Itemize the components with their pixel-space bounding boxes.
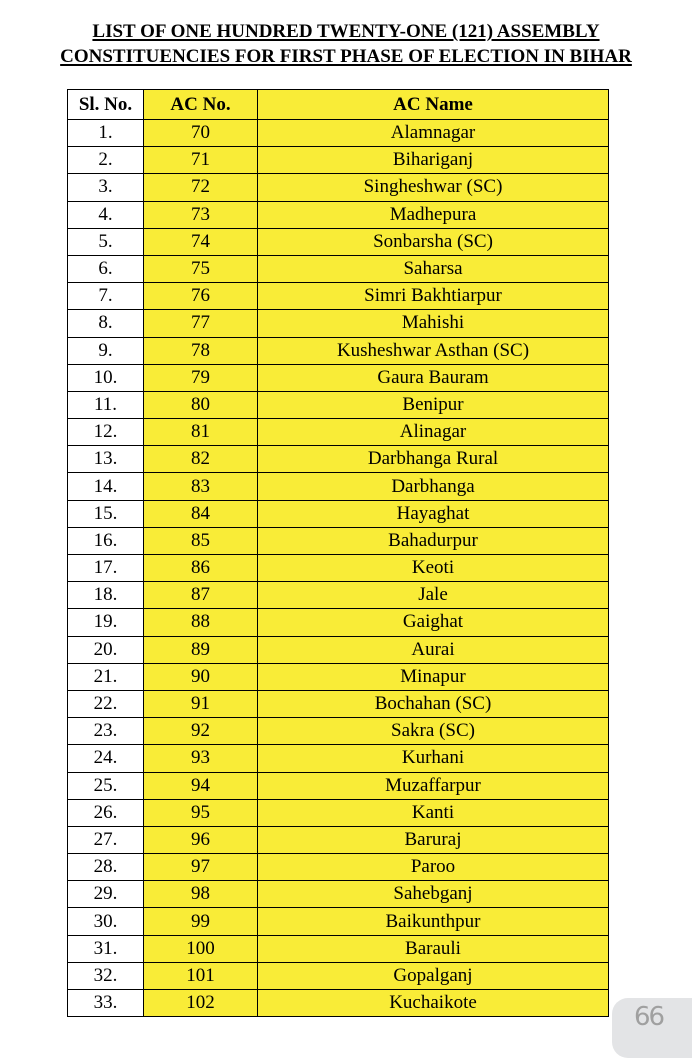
table-row — [68, 555, 609, 582]
cell-sl-no: 16. — [68, 527, 144, 554]
cell-ac-no: 71 — [144, 147, 258, 174]
cell-ac-no: 90 — [144, 663, 258, 690]
table-row — [68, 147, 609, 174]
table-row — [68, 935, 609, 962]
cell-sl-no: 18. — [68, 582, 144, 609]
table-row — [68, 908, 609, 935]
table-header-row — [68, 90, 609, 120]
cell-ac-name: Bochahan (SC) — [258, 690, 609, 717]
cell-sl-no: 15. — [68, 500, 144, 527]
cell-ac-name: Alamnagar — [258, 120, 609, 147]
cell-sl-no: 1. — [68, 120, 144, 147]
header-sl-no: Sl. No. — [68, 90, 144, 120]
table-row — [68, 881, 609, 908]
cell-sl-no: 21. — [68, 663, 144, 690]
cell-ac-no: 100 — [144, 935, 258, 962]
cell-ac-no: 85 — [144, 527, 258, 554]
cell-sl-no: 2. — [68, 147, 144, 174]
table-row — [68, 391, 609, 418]
cell-ac-no: 88 — [144, 609, 258, 636]
cell-ac-name: Saharsa — [258, 255, 609, 282]
cell-ac-no: 73 — [144, 201, 258, 228]
table-row — [68, 500, 609, 527]
cell-sl-no: 14. — [68, 473, 144, 500]
cell-ac-no: 94 — [144, 772, 258, 799]
cell-ac-name: Keoti — [258, 555, 609, 582]
table-row — [68, 446, 609, 473]
table-row — [68, 962, 609, 989]
cell-ac-name: Gaura Bauram — [258, 364, 609, 391]
table-row — [68, 283, 609, 310]
cell-ac-name: Kurhani — [258, 745, 609, 772]
cell-ac-no: 87 — [144, 582, 258, 609]
table-row — [68, 337, 609, 364]
cell-sl-no: 4. — [68, 201, 144, 228]
quote-glyph: 66 — [634, 1002, 664, 1032]
cell-sl-no: 29. — [68, 881, 144, 908]
cell-sl-no: 19. — [68, 609, 144, 636]
cell-ac-name: Jale — [258, 582, 609, 609]
table-row — [68, 663, 609, 690]
table-row — [68, 473, 609, 500]
cell-sl-no: 31. — [68, 935, 144, 962]
cell-ac-name: Sonbarsha (SC) — [258, 228, 609, 255]
cell-sl-no: 17. — [68, 555, 144, 582]
cell-sl-no: 27. — [68, 826, 144, 853]
cell-sl-no: 33. — [68, 990, 144, 1017]
cell-ac-name: Paroo — [258, 854, 609, 881]
cell-ac-no: 101 — [144, 962, 258, 989]
cell-sl-no: 11. — [68, 391, 144, 418]
cell-ac-name: Benipur — [258, 391, 609, 418]
table-row — [68, 120, 609, 147]
cell-ac-name: Darbhanga Rural — [258, 446, 609, 473]
cell-ac-name: Mahishi — [258, 310, 609, 337]
cell-ac-no: 91 — [144, 690, 258, 717]
cell-ac-no: 95 — [144, 799, 258, 826]
constituency-table — [67, 89, 609, 1017]
cell-ac-no: 74 — [144, 228, 258, 255]
cell-sl-no: 12. — [68, 419, 144, 446]
cell-ac-name: Darbhanga — [258, 473, 609, 500]
cell-sl-no: 30. — [68, 908, 144, 935]
header-ac-no: AC No. — [144, 90, 258, 120]
cell-ac-no: 82 — [144, 446, 258, 473]
cell-ac-no: 97 — [144, 854, 258, 881]
cell-sl-no: 3. — [68, 174, 144, 201]
cell-sl-no: 10. — [68, 364, 144, 391]
cell-ac-no: 72 — [144, 174, 258, 201]
document-title-line-2: CONSTITUENCIES FOR FIRST PHASE OF ELECTION IN BIHAR — [60, 46, 632, 67]
header-ac-name: AC Name — [258, 90, 609, 120]
cell-ac-no: 99 — [144, 908, 258, 935]
table-row — [68, 772, 609, 799]
table-row — [68, 609, 609, 636]
cell-sl-no: 8. — [68, 310, 144, 337]
cell-sl-no: 24. — [68, 745, 144, 772]
cell-ac-no: 89 — [144, 636, 258, 663]
table-row — [68, 826, 609, 853]
cell-ac-no: 93 — [144, 745, 258, 772]
cell-ac-name: Baruraj — [258, 826, 609, 853]
table-row — [68, 255, 609, 282]
table-row — [68, 228, 609, 255]
cell-ac-name: Aurai — [258, 636, 609, 663]
cell-sl-no: 28. — [68, 854, 144, 881]
cell-ac-name: Singheshwar (SC) — [258, 174, 609, 201]
cell-sl-no: 22. — [68, 690, 144, 717]
cell-ac-name: Minapur — [258, 663, 609, 690]
table-row — [68, 745, 609, 772]
table-row — [68, 799, 609, 826]
cell-ac-name: Sakra (SC) — [258, 718, 609, 745]
cell-sl-no: 25. — [68, 772, 144, 799]
table-body — [68, 120, 609, 1017]
table-row — [68, 364, 609, 391]
cell-ac-name: Kuchaikote — [258, 990, 609, 1017]
cell-ac-no: 83 — [144, 473, 258, 500]
cell-ac-name: Muzaffarpur — [258, 772, 609, 799]
cell-sl-no: 13. — [68, 446, 144, 473]
table-row — [68, 419, 609, 446]
cell-sl-no: 5. — [68, 228, 144, 255]
cell-ac-no: 75 — [144, 255, 258, 282]
cell-ac-name: Kusheshwar Asthan (SC) — [258, 337, 609, 364]
cell-sl-no: 6. — [68, 255, 144, 282]
table-row — [68, 990, 609, 1017]
cell-sl-no: 26. — [68, 799, 144, 826]
cell-ac-name: Sahebganj — [258, 881, 609, 908]
table-row — [68, 636, 609, 663]
cell-ac-no: 84 — [144, 500, 258, 527]
cell-ac-no: 79 — [144, 364, 258, 391]
table-row — [68, 527, 609, 554]
table-row — [68, 174, 609, 201]
table-row — [68, 854, 609, 881]
cell-ac-no: 81 — [144, 419, 258, 446]
table-row — [68, 718, 609, 745]
cell-sl-no: 7. — [68, 283, 144, 310]
cell-ac-no: 98 — [144, 881, 258, 908]
table-row — [68, 310, 609, 337]
cell-ac-name: Alinagar — [258, 419, 609, 446]
cell-ac-name: Baikunthpur — [258, 908, 609, 935]
cell-ac-name: Bihariganj — [258, 147, 609, 174]
cell-ac-no: 70 — [144, 120, 258, 147]
cell-ac-no: 96 — [144, 826, 258, 853]
cell-ac-no: 76 — [144, 283, 258, 310]
table-row — [68, 690, 609, 717]
cell-ac-name: Gopalganj — [258, 962, 609, 989]
quote-bubble-icon[interactable] — [612, 998, 692, 1058]
cell-ac-no: 77 — [144, 310, 258, 337]
cell-sl-no: 32. — [68, 962, 144, 989]
cell-ac-name: Madhepura — [258, 201, 609, 228]
cell-ac-name: Hayaghat — [258, 500, 609, 527]
cell-sl-no: 9. — [68, 337, 144, 364]
table-row — [68, 201, 609, 228]
cell-ac-name: Simri Bakhtiarpur — [258, 283, 609, 310]
cell-sl-no: 23. — [68, 718, 144, 745]
cell-ac-no: 102 — [144, 990, 258, 1017]
cell-ac-no: 86 — [144, 555, 258, 582]
cell-ac-name: Barauli — [258, 935, 609, 962]
document-title-line-1: LIST OF ONE HUNDRED TWENTY-ONE (121) ASSEMBLY — [92, 21, 600, 42]
cell-ac-no: 78 — [144, 337, 258, 364]
cell-ac-name: Gaighat — [258, 609, 609, 636]
cell-ac-no: 92 — [144, 718, 258, 745]
cell-sl-no: 20. — [68, 636, 144, 663]
cell-ac-no: 80 — [144, 391, 258, 418]
cell-ac-name: Bahadurpur — [258, 527, 609, 554]
cell-ac-name: Kanti — [258, 799, 609, 826]
table-row — [68, 582, 609, 609]
